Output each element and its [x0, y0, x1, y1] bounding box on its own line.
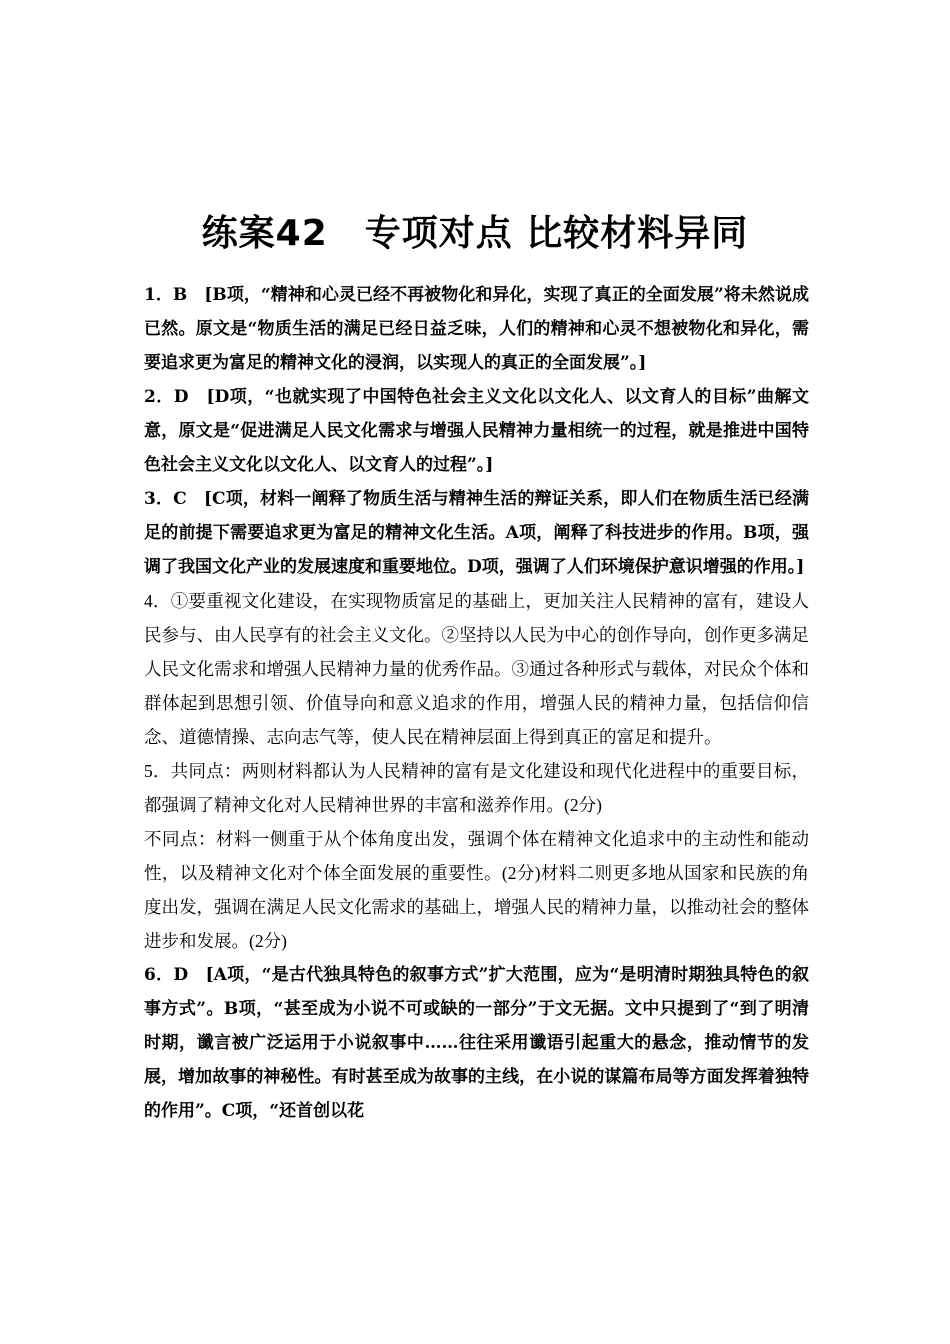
answer-item-1: 1．B [B项，“精神和心灵已经不再被物化和异化，实现了真正的全面发展”将未然说成已然。原文是“物质生活的满足已经日益乏味，人们的精神和心灵不想被物化和异化，需要追求更为富足的精神文化的浸润，以实现人的真正的全面发展”。]: [144, 285, 809, 373]
answer-item-5-difference: 不同点：材料一侧重于从个体角度出发，强调个体在精神文化追求中的主动性和能动性，以及精神文化对个体全面发展的重要性。(2分)材料二则更多地从国家和民族的角度出发，强调在满足人民文化需求的基础上，增强人民的精神力量，以推动社会的整体进步和发展。(2分): [144, 829, 809, 951]
answer-list: [144, 278, 809, 1128]
answer-item-2: 2．D [D项，“也就实现了中国特色社会主义文化以文化人、以文育人的目标”曲解文意，原文是“促进满足人民文化需求与增强人民精神力量相统一的过程，就是推进中国特色社会主义文化以文化人、以文育人的过程”。]: [144, 387, 809, 475]
answer-item-4: 4．①要重视文化建设，在实现物质富足的基础上，更加关注人民精神的富有，建设人民参与、由人民享有的社会主义文化。②坚持以人民为中心的创作导向，创作更多满足人民文化需求和增强人民精神力量的优秀作品。③通过各种形式与载体，对民众个体和群体起到思想引领、价值导向和意义追求的作用，增强人民的精神力量，包括信仰信念、道德情操、志向志气等，使人民在精神层面上得到真正的富足和提升。: [144, 591, 809, 747]
page-title: 练案42 专项对点 比较材料异同: [201, 213, 749, 255]
answer-item-6: 6．D [A项，“是古代独具特色的叙事方式”扩大范围，应为“是明清时期独具特色的叙事方式”。B项，“甚至成为小说不可或缺的一部分”于文无据。文中只提到了“到了明清时期，谶言被广泛运用于小说叙事中……往往采用谶语引起重大的悬念，推动情节的发展，增加故事的神秘性。有时甚至成为故事的主线，在小说的谋篇布局等方面发挥着独特的作用”。C项，“还首创以花: [144, 965, 809, 1121]
answer-item-3: 3．C [C项，材料一阐释了物质生活与精神生活的辩证关系，即人们在物质生活已经满足的前提下需要追求更为富足的精神文化生活。A项，阐释了科技进步的作用。B项，强调了我国文化产业的发展速度和重要地位。D项，强调了人们环境保护意识增强的作用。]: [144, 489, 809, 577]
answer-item-5-common: 5．共同点：两则材料都认为人民精神的富有是文化建设和现代化进程中的重要目标，都强调了精神文化对人民精神世界的丰富和滋养作用。(2分): [144, 761, 809, 815]
